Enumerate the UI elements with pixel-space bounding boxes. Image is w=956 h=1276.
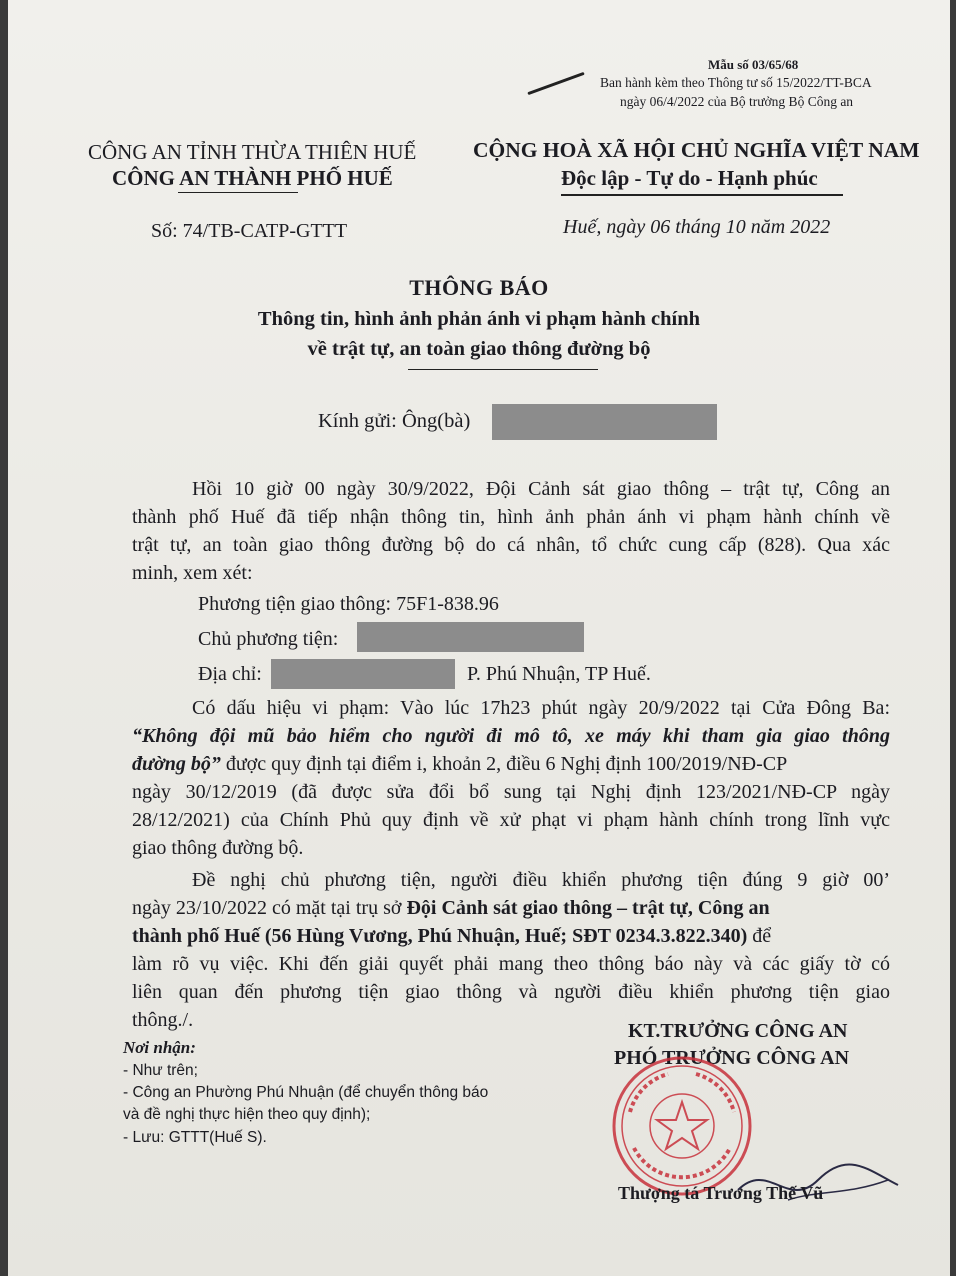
org-name: CÔNG AN THÀNH PHỐ HUẾ — [112, 166, 393, 190]
recipient-label: Kính gửi: Ông(bà) — [318, 410, 471, 432]
para1-line3: trật tự, an toàn giao thông đường bộ do cá nhân, tổ chức cung cấp (828). Qua xác — [132, 534, 890, 556]
address-rest: P. Phú Nhuận, TP Huế. — [467, 663, 651, 685]
vehicle-line: Phương tiện giao thông: 75F1-838.96 — [198, 593, 499, 615]
redacted-address — [271, 659, 455, 689]
owner-label: Chủ phương tiện: — [198, 628, 339, 650]
motto-underline — [561, 194, 843, 196]
recipients-line1: - Như trên; — [123, 1062, 198, 1079]
document-number: Số: 74/TB-CATP-GTTT — [151, 220, 348, 242]
para2-line3 — [132, 753, 890, 776]
place-date: Huế, ngày 06 tháng 10 năm 2022 — [563, 216, 831, 238]
pen-mark — [527, 72, 584, 95]
signature-title-1: KT.TRƯỞNG CÔNG AN — [628, 1020, 848, 1042]
regulation-ref: được quy định tại điểm i, khoản 2, điều 6 Nghị định 100/2019/NĐ-CP — [220, 753, 788, 775]
para2-line4: ngày 30/12/2019 (đã được sửa đổi bổ sung tại Nghị định 123/2021/NĐ-CP ngày — [132, 781, 890, 803]
office-name: Đội Cảnh sát giao thông – trật tự, Công an — [406, 897, 770, 919]
redacted-owner — [357, 622, 584, 652]
recipients-line3: và đề nghị thực hiện theo quy định); — [123, 1106, 371, 1123]
form-number: Mẫu số 03/65/68 — [708, 57, 799, 72]
nation-title: CỘNG HOÀ XÃ HỘI CHỦ NGHĨA VIỆT NAM — [473, 138, 920, 162]
para1-line4: minh, xem xét: — [132, 562, 253, 584]
para3-line3 — [132, 925, 890, 948]
para2-line1: Có dấu hiệu vi phạm: Vào lúc 17h23 phút ngày 20/9/2022 tại Cửa Đông Ba: — [192, 697, 890, 719]
signature-title-2: PHÓ TRƯỞNG CÔNG AN — [614, 1047, 850, 1069]
appointment-date: ngày 23/10/2022 có mặt tại trụ sở — [132, 897, 407, 919]
motto: Độc lập - Tự do - Hạnh phúc — [561, 166, 818, 190]
para3-line6: thông./. — [132, 1009, 194, 1031]
para3-line3-end: để — [747, 925, 772, 947]
para1-line1: Hồi 10 giờ 00 ngày 30/9/2022, Đội Cảnh sát giao thông – trật tự, Công an — [192, 478, 890, 500]
para2-line6: giao thông đường bộ. — [132, 837, 304, 859]
para2-line2: “Không đội mũ bảo hiểm cho người đi mô tô, xe máy khi tham gia giao thông — [132, 725, 890, 747]
address-label: Địa chỉ: — [198, 663, 262, 685]
document-subtitle-1: Thông tin, hình ảnh phản ánh vi phạm hành chính — [257, 308, 701, 330]
issued-by-line-2: ngày 06/4/2022 của Bộ trưởng Bộ Công an — [620, 94, 854, 109]
para1-line2: thành phố Huế đã tiếp nhận thông tin, hình ảnh phản ánh vi phạm hành chính về — [132, 506, 890, 528]
para3-line4: làm rõ vụ việc. Khi đến giải quyết phải mang theo thông báo này và các giấy tờ có — [132, 953, 890, 975]
office-address: thành phố Huế (56 Hùng Vương, Phú Nhuận, Huế; SĐT 0234.3.822.340) — [132, 925, 748, 947]
document-page — [8, 0, 950, 1276]
org-underline — [178, 192, 298, 193]
document-subtitle-2: về trật tự, an toàn giao thông đường bộ — [307, 338, 651, 360]
signer-name: Thượng tá Trương Thế Vũ — [618, 1183, 824, 1203]
para3-line1: Đề nghị chủ phương tiện, người điều khiển phương tiện đúng 9 giờ 00’ — [192, 869, 890, 891]
issued-by-line-1: Ban hành kèm theo Thông tư số 15/2022/TT-BCA — [600, 75, 872, 90]
recipients-title: Nơi nhận: — [123, 1038, 196, 1057]
recipients-line2: - Công an Phường Phú Nhuận (để chuyển thông báo — [123, 1084, 489, 1101]
para3-line2 — [132, 897, 890, 920]
para3-line5: liên quan đến phương tiện giao thông và người điều khiển phương tiện giao — [132, 981, 890, 1003]
para2-line5: 28/12/2021) của Chính Phủ quy định về xử phạt vi phạm hành chính trong lĩnh vực — [132, 809, 890, 831]
redacted-recipient — [492, 404, 717, 440]
violation-end: đường bộ” — [132, 753, 221, 775]
subtitle-underline — [408, 369, 598, 370]
document-title: THÔNG BÁO — [409, 275, 549, 300]
org-parent: CÔNG AN TỈNH THỪA THIÊN HUẾ — [88, 140, 417, 164]
recipients-line4: - Lưu: GTTT(Huế S). — [123, 1129, 267, 1146]
